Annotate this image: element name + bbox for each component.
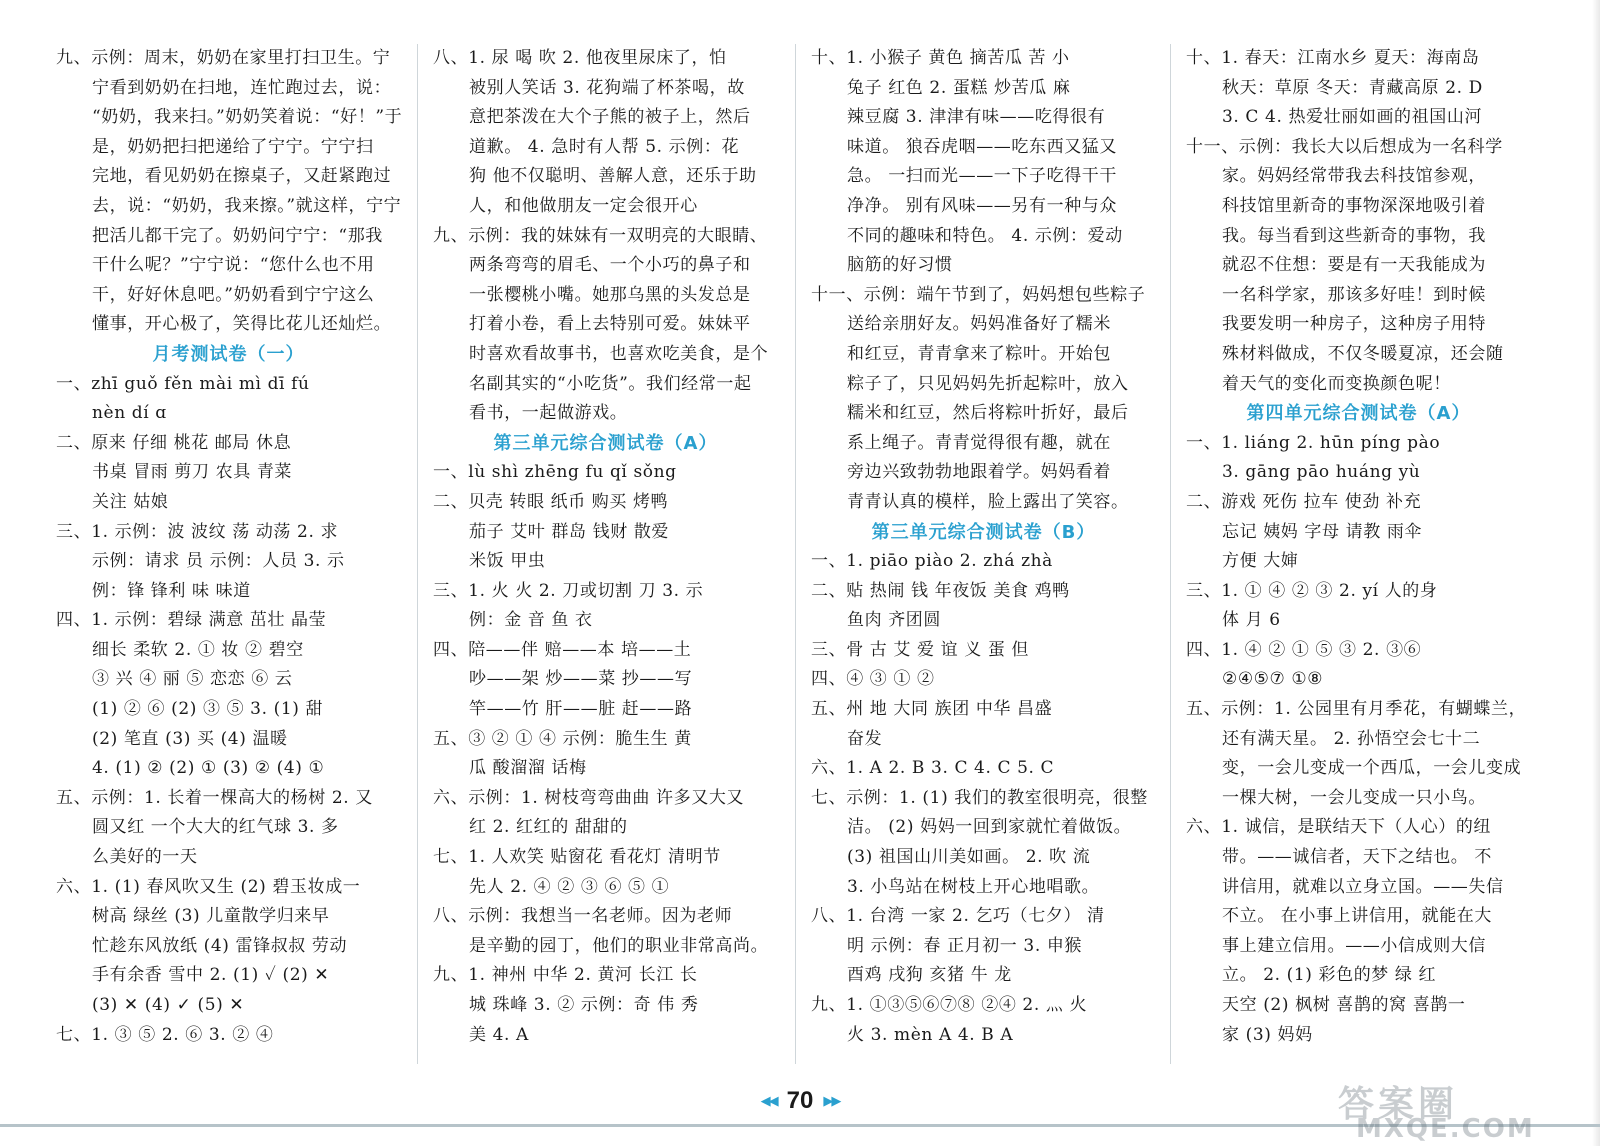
answer-line: 不同的趣味和特色。 4. 示例：爱动	[847, 225, 1123, 246]
answer-line: (2) 笔直 (3) 买 (4) 温暖	[92, 728, 288, 749]
answer-line: 八、1. 台湾 一家 2. 乞巧（七夕） 清	[811, 906, 1105, 927]
answer-line: “奶奶，我来扫。”奶奶笑着说：“好！”于	[92, 107, 403, 128]
watermark-url: MXQE.COM	[1356, 1114, 1535, 1144]
answer-column-1	[56, 44, 401, 1050]
answer-line: 奋发	[847, 728, 883, 749]
answer-line: 变，一会儿变成一个西瓜，一会儿变成	[1222, 758, 1522, 779]
answer-line: 干，好好休息吧。”奶奶看到宁宁这么	[92, 284, 375, 305]
answer-line: 打着小卷，看上去特别可爱。妹妹平	[469, 314, 751, 335]
answer-line: 我要发明一种房子，这种房子用特	[1222, 314, 1486, 335]
answer-line: 明 示例：春 正月初一 3. 申猴	[847, 935, 1083, 956]
answer-line: 讲信用，就难以立身立国。——失信	[1222, 876, 1504, 897]
answer-line: 树高 绿丝 (3) 儿童散学归来早	[92, 906, 330, 927]
answer-line: 茄子 艾叶 群岛 钱财 散爱	[469, 521, 670, 542]
answer-line: 狗 他不仅聪明、善解人意，还乐于助	[469, 166, 757, 187]
answer-line: 八、1. 尿 喝 吹 2. 他夜里尿床了，怕	[433, 48, 727, 68]
next-arrows-icon: ▶▶	[823, 1093, 840, 1109]
answer-line: 细长 柔软 2. ① 妆 ② 碧空	[92, 639, 304, 660]
answer-line: 五、示例：1. 公园里有月季花，有蝴蝶兰，	[1186, 699, 1527, 720]
answer-line: nèn dí ɑ	[92, 403, 167, 424]
answer-line: 酉鸡 戌狗 亥猪 牛 龙	[847, 965, 1012, 986]
answer-line: 糯米和红豆，然后将粽叶折好，最后	[847, 403, 1129, 424]
answer-line: 名副其实的“小吃货”。我们经常一起	[469, 373, 752, 394]
answer-line: 六、1. A 2. B 3. C 4. C 5. C	[811, 758, 1055, 779]
column-divider	[417, 44, 418, 1064]
answer-line: 例：金 音 鱼 衣	[469, 610, 593, 631]
answer-line: 三、1. ① ④ ② ③ 2. yí 人的身	[1186, 580, 1438, 601]
answer-line: 九、1. 神州 中华 2. 黄河 长江 长	[433, 965, 698, 986]
answer-line: (3) ✕ (4) ✓ (5) ✕	[92, 995, 245, 1015]
answer-line: 去，说：“奶奶，我来擦。”就这样，宁宁	[92, 195, 402, 216]
answer-line: 么美好的一天	[92, 847, 198, 868]
answer-line: 体 月 6	[1222, 610, 1281, 631]
column-divider	[1170, 44, 1171, 1064]
answer-line: 着天气的变化而变换颜色呢！	[1222, 373, 1451, 394]
answer-line: 兔子 红色 2. 蛋糕 炒苦瓜 麻	[847, 77, 1071, 98]
answer-line: 把活儿都干完了。奶奶问宁宁：“那我	[92, 225, 383, 246]
answer-line: 一、1. liáng 2. hūn píng pào	[1186, 432, 1441, 453]
answer-line: 辣豆腐 3. 津津有味——吃得很有	[847, 107, 1106, 128]
watermark-logo: 答案圈	[1338, 1084, 1459, 1125]
answer-line: 书桌 冒雨 剪刀 农具 青菜	[92, 462, 293, 483]
answer-line: 宁看到奶奶在扫地，连忙跑过去，说：	[92, 77, 392, 98]
answer-line: 红 2. 红红的 甜甜的	[469, 817, 628, 838]
answer-line: 一张樱桃小嘴。她那乌黑的头发总是	[469, 284, 751, 305]
answer-line: 六、示例：1. 树枝弯弯曲曲 许多又大又	[433, 787, 745, 808]
answer-line: 被别人笑话 3. 花狗端了杯茶喝，故	[469, 77, 745, 98]
answer-line: 人，和他做朋友一定会很开心	[469, 195, 698, 216]
answer-column-4	[1186, 44, 1531, 1050]
answer-line: 九、1. ①③⑤⑥⑦⑧ ②④ 2. 灬 火	[811, 995, 1088, 1015]
answer-line: 4. (1) ② (2) ① (3) ② (4) ①	[92, 758, 325, 779]
answer-line: 3. gāng pāo huáng yù	[1222, 462, 1421, 483]
answer-line: 一、1. piāo piào 2. zhá zhà	[811, 551, 1053, 572]
answer-line: 二、贝壳 转眼 纸币 购买 烤鸭	[433, 491, 669, 512]
watermark	[1298, 1076, 1598, 1144]
page-edge-shadow	[1592, 0, 1600, 1146]
answer-line: 事上建立信用。——小信成则大信	[1222, 935, 1486, 956]
answer-line: 时喜欢看故事书，也喜欢吃美食，是个	[469, 343, 769, 364]
section-heading: 第四单元综合测试卷（A）	[1246, 403, 1471, 425]
answer-line: 八、示例：我想当一名老师。因为老师	[433, 906, 733, 927]
answer-line: 手有余香 雪中 2. (1) ✓ (2) ✕	[92, 965, 330, 986]
answer-line: 看书，一起做游戏。	[469, 403, 628, 424]
answer-line: 十一、示例：端午节到了，妈妈想包些粽子	[811, 284, 1146, 305]
prev-arrows-icon: ◀◀	[760, 1093, 777, 1109]
answer-column-3	[811, 44, 1156, 1050]
answer-line: 天空 (2) 枫树 喜鹊的窝 喜鹊一	[1222, 995, 1466, 1015]
answer-line: 九、示例：我的妹妹有一双明亮的大眼睛、	[433, 225, 768, 246]
answer-line: 一名科学家，那该多好哇！到时候	[1222, 284, 1486, 305]
answer-line: (1) ② ⑥ (2) ③ ⑤ 3. (1) 甜	[92, 699, 324, 720]
answer-column-2	[433, 44, 778, 1050]
answer-line: 美 4. A	[469, 1024, 529, 1045]
answer-line: 还有满天星。 2. 孙悟空会七十二	[1222, 728, 1481, 749]
answer-line: 五、③ ② ① ④ 示例：脆生生 黄	[433, 728, 692, 749]
answer-line: 忙趁东风放纸 (4) 雷锋叔叔 劳动	[92, 935, 348, 956]
answer-line: 四、陪——伴 赔——本 培——土	[433, 639, 692, 660]
answer-line: 火 3. mèn A 4. B A	[847, 1024, 1014, 1045]
answer-line: (3) 祖国山川美如画。 2. 吹 流	[847, 847, 1091, 868]
answer-line: 脑筋的好习惯	[847, 255, 953, 276]
answer-line: 鱼肉 齐团圆	[847, 610, 942, 631]
answer-line: 十、1. 春天：江南水乡 夏天：海南岛	[1186, 48, 1480, 68]
answer-line: 圆又红 一个大大的红气球 3. 多	[92, 817, 339, 838]
answer-line: 三、骨 古 艾 爱 谊 义 蛋 但	[811, 639, 1030, 660]
answer-line: 四、④ ③ ① ②	[811, 669, 935, 690]
answer-line: 是辛勤的园丁，他们的职业非常高尚。	[469, 935, 769, 956]
answer-line: 殊材料做成，不仅冬暖夏凉，还会随	[1222, 343, 1504, 364]
answer-line: 科技馆里新奇的事物深深地吸引着	[1222, 195, 1486, 216]
answer-line: 青青认真的模样，脸上露出了笑容。	[847, 491, 1129, 512]
answer-line: 懂事，开心极了，笑得比花儿还灿烂。	[92, 314, 392, 335]
answer-line: 洁。 (2) 妈妈一回到家就忙着做饭。	[847, 817, 1132, 838]
answer-line: 九、示例：周末，奶奶在家里打扫卫生。宁	[56, 48, 391, 68]
answer-line: 五、州 地 大同 族团 中华 昌盛	[811, 699, 1053, 720]
answer-line: 粽子了，只见妈妈先折起粽叶，放入	[847, 373, 1129, 394]
answer-line: 净净。 别有风味——另有一种与众	[847, 195, 1118, 216]
page-number: 70	[786, 1087, 814, 1114]
answer-line: 家 (3) 妈妈	[1222, 1024, 1313, 1045]
answer-line: 例：锋 锋利 味 味道	[92, 580, 251, 601]
answer-line: 不立。 在小事上讲信用，就能在大	[1222, 906, 1493, 927]
answer-line: 城 珠峰 3. ② 示例：奇 伟 秀	[469, 995, 699, 1015]
answer-line: 立。 2. (1) 彩色的梦 绿 红	[1222, 965, 1437, 986]
answer-line: 旁边兴致勃勃地跟着学。妈妈看着	[847, 462, 1111, 483]
answer-line: 三、1. 示例：波 波纹 荡 动荡 2. 求	[56, 521, 339, 542]
answer-line: 二、游戏 死伤 拉车 使劲 补充	[1186, 491, 1422, 512]
answer-line: 吵——架 炒——菜 抄——写	[469, 669, 693, 690]
answer-line: 送给亲朋好友。妈妈准备好了糯米	[847, 314, 1111, 335]
answer-line: 3. 小鸟站在树枝上开心地唱歌。	[847, 876, 1100, 897]
answer-line: 示例：请求 员 示例：人员 3. 示	[92, 551, 345, 572]
answer-line: 秋天：草原 冬天：青藏高原 2. D	[1222, 77, 1483, 98]
answer-line: 和红豆，青青拿来了粽叶。开始包	[847, 343, 1111, 364]
section-heading: 月考测试卷（一）	[152, 343, 305, 365]
answer-line: ②④⑤⑦ ①⑧	[1222, 669, 1324, 690]
answer-line: 带。——诚信者，天下之结也。 不	[1222, 847, 1493, 868]
answer-line: 六、1. (1) 春风吹又生 (2) 碧玉妆成一	[56, 876, 361, 897]
answer-line: 味道。 狼吞虎咽——吃东西又猛又	[847, 136, 1118, 157]
section-heading: 第三单元综合测试卷（A）	[493, 432, 718, 454]
answer-line: 干什么呢？”宁宁说：“您什么也不用	[92, 255, 375, 276]
answer-line: 六、1. 诚信，是联结天下（人心）的纽	[1186, 817, 1492, 838]
answer-line: 七、示例：1. (1) 我们的教室很明亮，很整	[811, 787, 1148, 808]
section-heading: 第三单元综合测试卷（B）	[871, 521, 1096, 543]
answer-line: 道歉。 4. 急时有人帮 5. 示例：花	[469, 136, 740, 157]
answer-line: 我。每当看到这些新奇的事物，我	[1222, 225, 1486, 246]
answer-line: 七、1. ③ ⑤ 2. ⑥ 3. ② ④	[56, 1024, 274, 1045]
answer-line: ③ 兴 ④ 丽 ⑤ 恋恋 ⑥ 云	[92, 669, 293, 690]
answer-line: 米饭 甲虫	[469, 551, 546, 572]
answer-line: 五、示例：1. 长着一棵高大的杨树 2. 又	[56, 787, 373, 808]
answer-line: 一、lù shì zhēng fu qǐ sǒng	[433, 462, 677, 483]
answer-line: 忘记 姨妈 字母 请教 雨伞	[1222, 521, 1423, 542]
answer-line: 方便 大婶	[1222, 551, 1299, 572]
answer-line: 系上绳子。青青觉得很有趣，就在	[847, 432, 1111, 453]
answer-line: 竿——竹 肝——脏 赶——路	[469, 699, 693, 720]
answer-line: 十、1. 小猴子 黄色 摘苦瓜 苦 小	[811, 48, 1070, 68]
answer-line: 瓜 酸溜溜 话梅	[469, 758, 587, 779]
answer-line: 四、1. ④ ② ① ⑤ ③ 2. ③⑥	[1186, 639, 1422, 660]
answer-line: 意把茶泼在大个子熊的被子上，然后	[469, 107, 751, 128]
answer-line: 急。 一扫而光——一下子吃得干干	[847, 166, 1118, 187]
answer-line: 就忍不住想：要是有一天我能成为	[1222, 255, 1486, 276]
answer-line: 三、1. 火 火 2. 刀或切割 刀 3. 示	[433, 580, 704, 601]
answer-line: 关注 姑娘	[92, 491, 169, 512]
answer-line: 七、1. 人欢笑 贴窗花 看花灯 清明节	[433, 847, 721, 868]
answer-line: 是，奶奶把扫把递给了宁宁。宁宁扫	[92, 136, 374, 157]
column-divider	[795, 44, 796, 1064]
answer-line: 二、贴 热闹 钱 年夜饭 美食 鸡鸭	[811, 580, 1070, 601]
answer-line: 两条弯弯的眉毛、一个小巧的鼻子和	[469, 255, 751, 276]
answer-line: 家。妈妈经常带我去科技馆参观，	[1222, 166, 1486, 187]
answer-line: 完地，看见奶奶在擦桌子，又赶紧跑过	[92, 166, 392, 187]
answer-line: 先人 2. ④ ② ③ ⑥ ⑤ ①	[469, 876, 670, 897]
answer-line: 3. C 4. 热爱壮丽如画的祖国山河	[1222, 107, 1483, 128]
answer-line: 一、zhī guǒ fěn mài mì dī fú	[56, 373, 310, 394]
answer-line: 二、原来 仔细 桃花 邮局 休息	[56, 432, 292, 453]
answer-line: 一棵大树，一会儿变成一只小鸟。	[1222, 787, 1486, 808]
answer-line: 四、1. 示例：碧绿 满意 茁壮 晶莹	[56, 610, 327, 631]
answer-line: 十一、示例：我长大以后想成为一名科学	[1186, 136, 1503, 157]
